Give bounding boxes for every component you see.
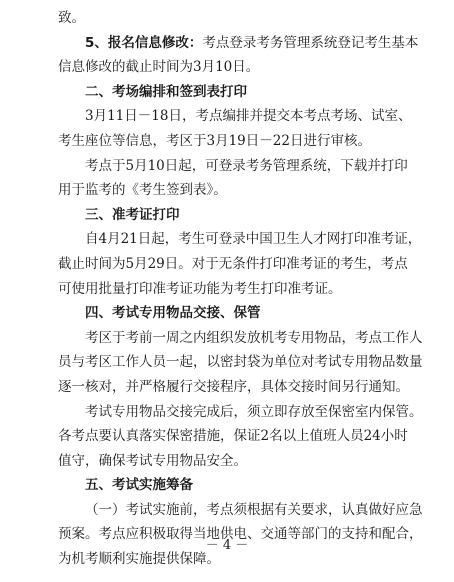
text-line: 各考点要认真落实保密措施，保证2名以上值班人员24小时 — [58, 428, 408, 445]
text-line: 考生座位等信息，考区于3月19日－22日进行审核。 — [58, 132, 371, 149]
text-line: 考试专用物品交接完成后，须立即存放至保密室内保管。 — [85, 403, 423, 420]
text-line: 考区于考前一周之内组织发放机考专用物品，考点工作人 — [85, 329, 423, 346]
section-heading: 二、考场编排和签到表打印 — [85, 83, 247, 100]
text-line: 预案。考点应积极取得当地供电、交通等部门的支持和配合， — [58, 526, 423, 543]
section-lead: 5、报名信息修改： — [85, 34, 203, 51]
text-line: 致。 — [58, 10, 85, 26]
section-heading: 四、考试专用物品交接、保管 — [85, 305, 261, 322]
text-line: 信息修改的截止时间为3月10日。 — [58, 59, 260, 76]
text-line: 值守，确保考试专用物品安全。 — [58, 452, 247, 469]
text-line: 考点于5月10日起，可登录考务管理系统，下载并打印 — [85, 157, 408, 174]
text-line: 自4月21日起，考生可登录中国卫生人才网打印准考证， — [85, 231, 422, 248]
text-line: 3月11日－18日，考点编排并提交本考点考场、试室、 — [85, 108, 412, 125]
text-span: 考点登录考务管理系统登记考生基本 — [202, 34, 419, 51]
section-heading: 五、考试实施筹备 — [85, 477, 193, 494]
text-line: 员与考区工作人员一起，以密封袋为单位对考试专用物品数量 — [58, 354, 423, 371]
text-line: （一）考试实施前，考点须根据有关要求，认真做好应急 — [85, 501, 423, 518]
page-number: － 4 － — [205, 538, 249, 553]
text-line: 为机考顺利实施提供保障。 — [58, 551, 220, 568]
text-line: 截止时间为5月29日。对于无条件打印准考证的考生，考点 — [58, 255, 408, 272]
section-heading: 三、准考证打印 — [85, 206, 180, 223]
text-line: 逐一核对，并严格履行交接程序，具体交接时间另行通知。 — [58, 378, 409, 395]
text-line: 用于监考的《考生签到表》。 — [58, 182, 227, 199]
text-line: 可使用批量打印准考证功能为考生打印准考证。 — [58, 280, 342, 297]
text-line — [58, 31, 419, 56]
